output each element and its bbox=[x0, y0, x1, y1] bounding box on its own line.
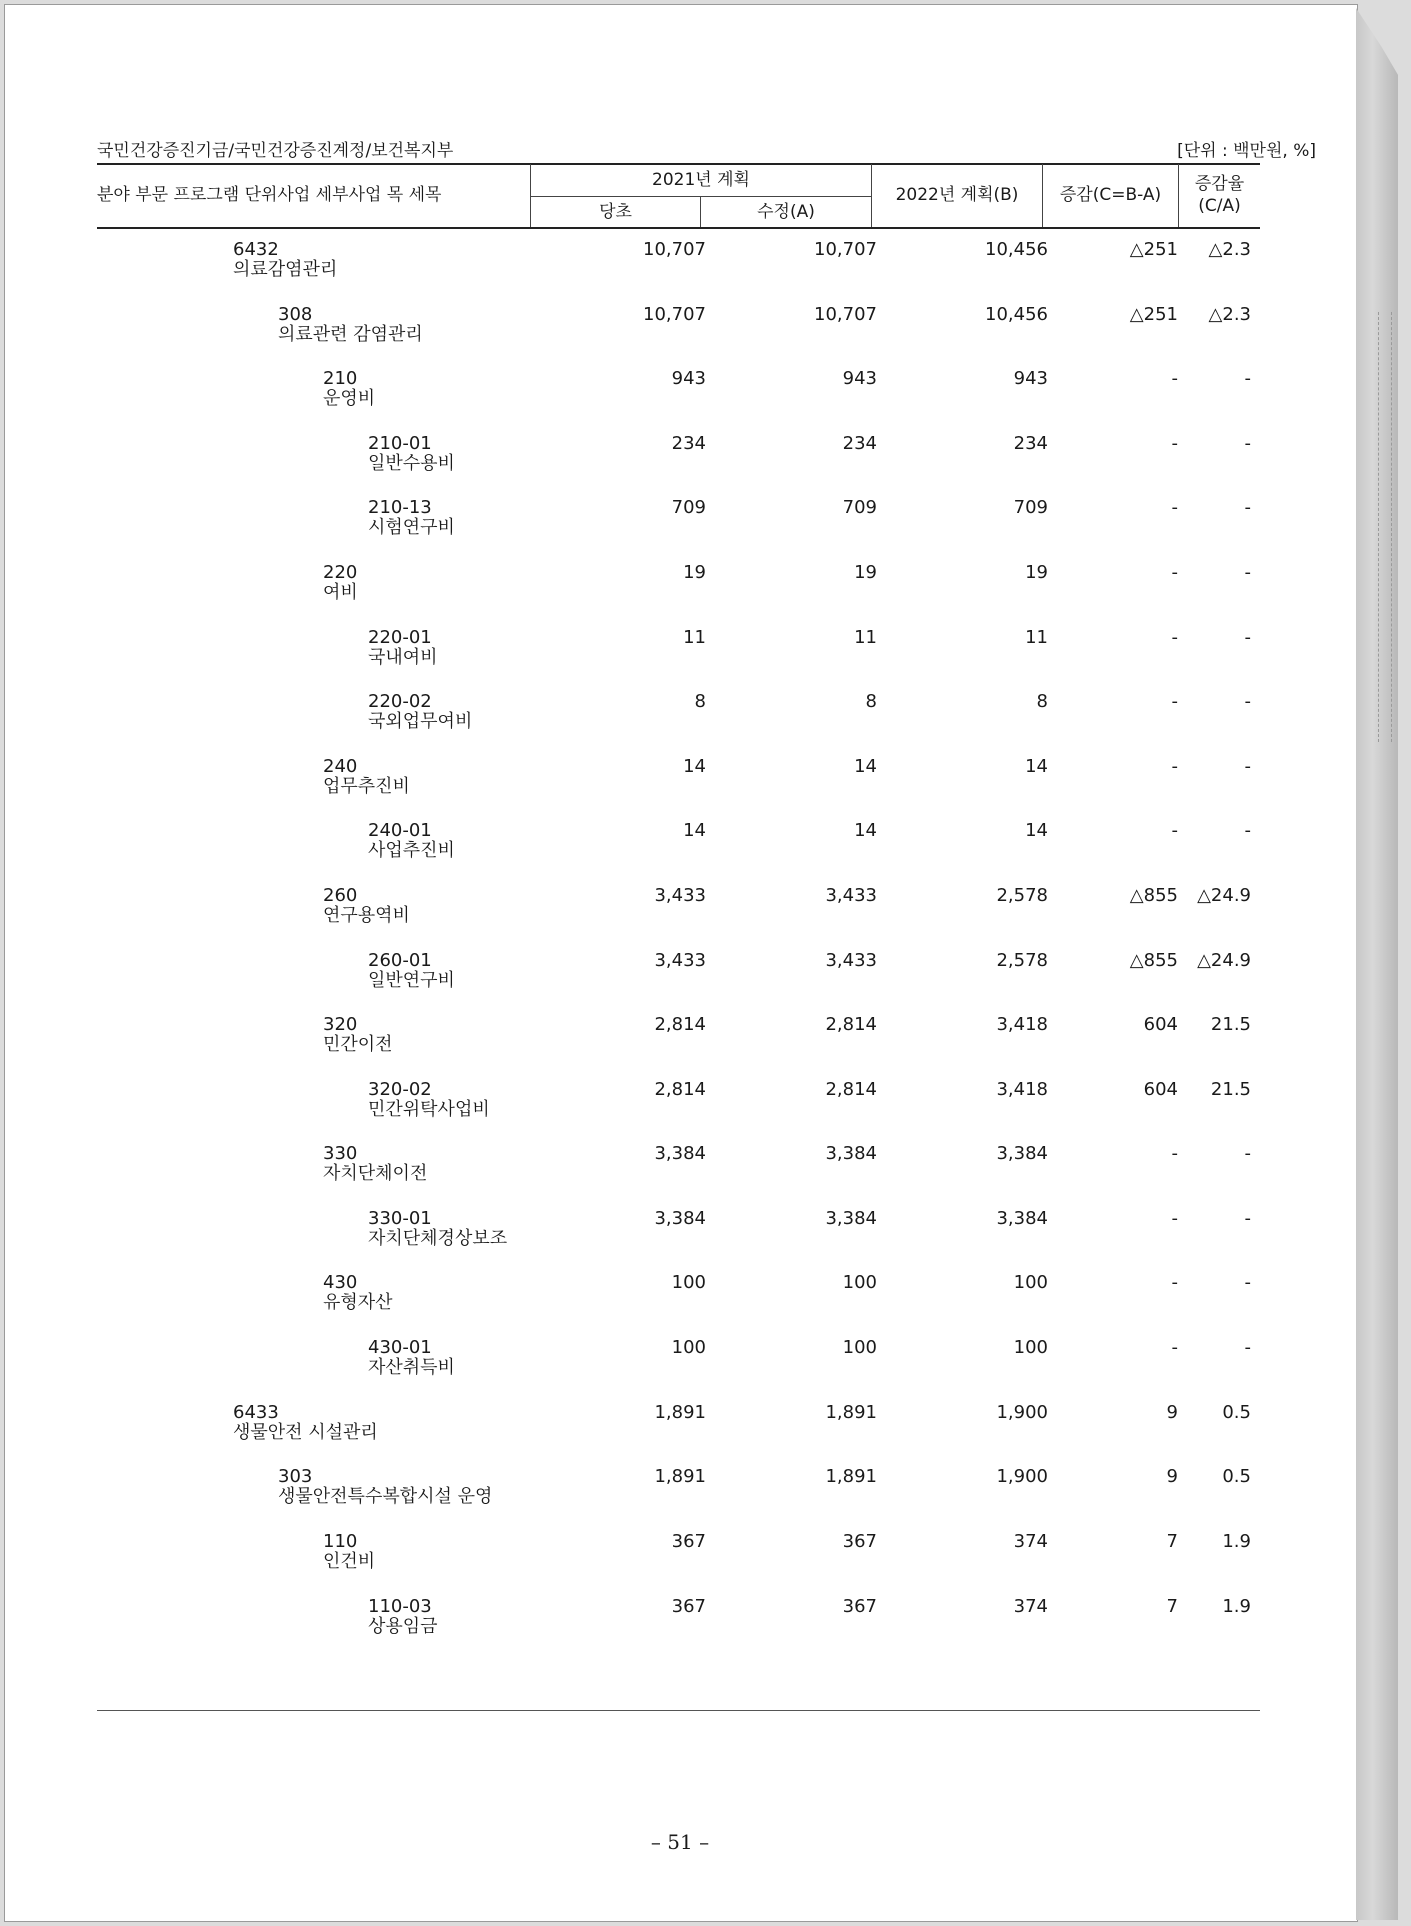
plan2022-value: 3,418 bbox=[996, 1079, 1048, 1100]
plan2022-value: 374 bbox=[1013, 1596, 1048, 1617]
row-name: 사업추진비 bbox=[368, 840, 455, 861]
rate-value: △24.9 bbox=[1197, 885, 1251, 906]
row-code: 220-01 bbox=[368, 627, 432, 648]
table-row bbox=[97, 1015, 1260, 1079]
row-name: 유형자산 bbox=[323, 1292, 393, 1313]
plan2022-value: 2,578 bbox=[996, 950, 1048, 971]
row-code: 308 bbox=[278, 304, 313, 325]
rate-value: - bbox=[1244, 497, 1251, 518]
rate-value: 0.5 bbox=[1222, 1402, 1251, 1423]
change-value: - bbox=[1171, 1337, 1178, 1358]
change-value: △251 bbox=[1129, 239, 1178, 260]
initial-value: 2,814 bbox=[654, 1014, 706, 1035]
initial-header: 당초 bbox=[599, 202, 632, 222]
rate-value: - bbox=[1244, 756, 1251, 777]
rate-value: - bbox=[1244, 691, 1251, 712]
plan2022-header: 2022년 계획(B) bbox=[895, 185, 1019, 205]
row-code: 330 bbox=[323, 1143, 358, 1164]
rate-header-line2: (C/A) bbox=[1198, 196, 1241, 216]
revised-value: 3,433 bbox=[825, 885, 877, 906]
row-name: 생물안전 시설관리 bbox=[233, 1422, 378, 1443]
change-header: 증감(C=B-A) bbox=[1059, 185, 1162, 205]
revised-value: 3,384 bbox=[825, 1143, 877, 1164]
plan2021-header: 2021년 계획 bbox=[652, 170, 750, 190]
row-code: 210-13 bbox=[368, 497, 432, 518]
table-row bbox=[97, 563, 1260, 627]
initial-value: 3,433 bbox=[654, 885, 706, 906]
row-name: 여비 bbox=[323, 582, 358, 603]
revised-value: 234 bbox=[842, 433, 877, 454]
row-name: 자치단체경상보조 bbox=[368, 1228, 508, 1249]
page-number: – 51 – bbox=[650, 1830, 710, 1854]
category-header: 분야 부문 프로그램 단위사업 세부사업 목 세목 bbox=[97, 185, 442, 205]
change-value: - bbox=[1171, 820, 1178, 841]
rate-value: - bbox=[1244, 1272, 1251, 1293]
row-code: 220 bbox=[323, 562, 358, 583]
row-code: 210-01 bbox=[368, 433, 432, 454]
row-code: 240 bbox=[323, 756, 358, 777]
row-name: 국내여비 bbox=[368, 647, 438, 668]
table-row bbox=[97, 240, 1260, 304]
initial-value: 100 bbox=[671, 1272, 706, 1293]
plan2022-value: 11 bbox=[1025, 627, 1048, 648]
revised-value: 14 bbox=[854, 820, 877, 841]
rate-value: 21.5 bbox=[1210, 1079, 1251, 1100]
initial-value: 2,814 bbox=[654, 1079, 706, 1100]
rate-value: 21.5 bbox=[1210, 1014, 1251, 1035]
initial-value: 11 bbox=[683, 627, 706, 648]
table-row bbox=[97, 1338, 1260, 1402]
initial-value: 367 bbox=[671, 1596, 706, 1617]
change-value: 7 bbox=[1166, 1531, 1178, 1552]
rate-value: - bbox=[1244, 1337, 1251, 1358]
revised-value: 14 bbox=[854, 756, 877, 777]
row-code: 220-02 bbox=[368, 691, 432, 712]
table-row bbox=[97, 757, 1260, 821]
plan2022-value: 19 bbox=[1025, 562, 1048, 583]
rate-value: - bbox=[1244, 1208, 1251, 1229]
revised-value: 1,891 bbox=[825, 1402, 877, 1423]
initial-value: 8 bbox=[694, 691, 706, 712]
row-code: 430 bbox=[323, 1272, 358, 1293]
initial-value: 19 bbox=[683, 562, 706, 583]
table-row bbox=[97, 1080, 1260, 1144]
initial-value: 3,384 bbox=[654, 1208, 706, 1229]
table-row bbox=[97, 369, 1260, 433]
row-name: 연구용역비 bbox=[323, 905, 410, 926]
change-value: - bbox=[1171, 497, 1178, 518]
change-value: - bbox=[1171, 691, 1178, 712]
row-name: 일반수용비 bbox=[368, 453, 455, 474]
row-code: 430-01 bbox=[368, 1337, 432, 1358]
row-name: 자치단체이전 bbox=[323, 1163, 428, 1184]
plan2022-value: 14 bbox=[1025, 820, 1048, 841]
table-row bbox=[97, 628, 1260, 692]
page-stack-edge bbox=[1356, 8, 1398, 1920]
initial-value: 709 bbox=[671, 497, 706, 518]
initial-value: 10,707 bbox=[643, 239, 706, 260]
rate-value: △2.3 bbox=[1208, 239, 1251, 260]
change-value: - bbox=[1171, 1272, 1178, 1293]
plan2022-value: 10,456 bbox=[985, 304, 1048, 325]
table-row bbox=[97, 1209, 1260, 1273]
revised-value: 2,814 bbox=[825, 1079, 877, 1100]
initial-value: 1,891 bbox=[654, 1466, 706, 1487]
table-row bbox=[97, 1403, 1260, 1467]
plan2022-value: 10,456 bbox=[985, 239, 1048, 260]
row-name: 의료감염관리 bbox=[233, 259, 338, 280]
revised-value: 367 bbox=[842, 1531, 877, 1552]
row-name: 민간위탁사업비 bbox=[368, 1099, 490, 1120]
row-name: 일반연구비 bbox=[368, 970, 455, 991]
plan2022-value: 100 bbox=[1013, 1272, 1048, 1293]
revised-header: 수정(A) bbox=[757, 202, 815, 222]
initial-value: 3,384 bbox=[654, 1143, 706, 1164]
plan2022-value: 374 bbox=[1013, 1531, 1048, 1552]
change-value: - bbox=[1171, 1143, 1178, 1164]
revised-value: 19 bbox=[854, 562, 877, 583]
revised-value: 10,707 bbox=[814, 304, 877, 325]
initial-value: 1,891 bbox=[654, 1402, 706, 1423]
row-name: 상용임금 bbox=[368, 1616, 438, 1637]
plan2022-value: 3,384 bbox=[996, 1208, 1048, 1229]
plan2022-value: 943 bbox=[1013, 368, 1048, 389]
revised-value: 100 bbox=[842, 1337, 877, 1358]
row-name: 업무추진비 bbox=[323, 776, 410, 797]
change-value: - bbox=[1171, 1208, 1178, 1229]
revised-value: 10,707 bbox=[814, 239, 877, 260]
row-code: 320 bbox=[323, 1014, 358, 1035]
row-name: 민간이전 bbox=[323, 1034, 393, 1055]
change-value: △251 bbox=[1129, 304, 1178, 325]
row-name: 인건비 bbox=[323, 1551, 376, 1572]
rate-value: - bbox=[1244, 562, 1251, 583]
fund-account-title: 국민건강증진기금/국민건강증진계정/보건복지부 bbox=[97, 141, 454, 161]
row-name: 생물안전특수복합시설 운영 bbox=[278, 1486, 493, 1507]
plan2022-value: 3,384 bbox=[996, 1143, 1048, 1164]
revised-value: 709 bbox=[842, 497, 877, 518]
revised-value: 1,891 bbox=[825, 1466, 877, 1487]
table-row bbox=[97, 886, 1260, 950]
table-row bbox=[97, 1597, 1260, 1661]
table-top-rule bbox=[97, 163, 1260, 165]
unit-label: [단위 : 백만원, %] bbox=[1177, 141, 1316, 161]
change-value: 604 bbox=[1143, 1014, 1178, 1035]
change-value: - bbox=[1171, 756, 1178, 777]
table-row bbox=[97, 305, 1260, 369]
row-code: 260-01 bbox=[368, 950, 432, 971]
rate-value: 0.5 bbox=[1222, 1466, 1251, 1487]
rate-value: 1.9 bbox=[1222, 1596, 1251, 1617]
plan2022-value: 14 bbox=[1025, 756, 1048, 777]
plan2022-value: 709 bbox=[1013, 497, 1048, 518]
row-code: 260 bbox=[323, 885, 358, 906]
rate-value: - bbox=[1244, 368, 1251, 389]
rate-value: △2.3 bbox=[1208, 304, 1251, 325]
row-code: 240-01 bbox=[368, 820, 432, 841]
plan2022-value: 234 bbox=[1013, 433, 1048, 454]
row-name: 자산취득비 bbox=[368, 1357, 455, 1378]
row-code: 110 bbox=[323, 1531, 358, 1552]
change-value: 604 bbox=[1143, 1079, 1178, 1100]
table-row bbox=[97, 1144, 1260, 1208]
table-bottom-rule bbox=[97, 1710, 1260, 1711]
change-value: - bbox=[1171, 627, 1178, 648]
revised-value: 3,384 bbox=[825, 1208, 877, 1229]
row-code: 320-02 bbox=[368, 1079, 432, 1100]
plan2022-value: 8 bbox=[1036, 691, 1048, 712]
rate-value: - bbox=[1244, 627, 1251, 648]
row-name: 시험연구비 bbox=[368, 517, 455, 538]
table-row bbox=[97, 498, 1260, 562]
plan2022-value: 100 bbox=[1013, 1337, 1048, 1358]
revised-value: 8 bbox=[865, 691, 877, 712]
rate-value: 1.9 bbox=[1222, 1531, 1251, 1552]
change-value: 7 bbox=[1166, 1596, 1178, 1617]
revised-value: 943 bbox=[842, 368, 877, 389]
change-value: - bbox=[1171, 433, 1178, 454]
table-header-bottom-rule bbox=[97, 227, 1260, 229]
plan2022-value: 3,418 bbox=[996, 1014, 1048, 1035]
table-row bbox=[97, 951, 1260, 1015]
change-value: △855 bbox=[1129, 950, 1178, 971]
row-name: 국외업무여비 bbox=[368, 711, 473, 732]
rate-value: △24.9 bbox=[1197, 950, 1251, 971]
initial-value: 14 bbox=[683, 756, 706, 777]
plan2022-value: 2,578 bbox=[996, 885, 1048, 906]
change-value: △855 bbox=[1129, 885, 1178, 906]
rate-value: - bbox=[1244, 433, 1251, 454]
revised-value: 3,433 bbox=[825, 950, 877, 971]
row-code: 6433 bbox=[233, 1402, 279, 1423]
revised-value: 100 bbox=[842, 1272, 877, 1293]
table-row bbox=[97, 692, 1260, 756]
table-row bbox=[97, 1532, 1260, 1596]
table-row bbox=[97, 434, 1260, 498]
change-value: 9 bbox=[1166, 1402, 1178, 1423]
row-code: 330-01 bbox=[368, 1208, 432, 1229]
binding-marks bbox=[1378, 312, 1392, 742]
change-value: - bbox=[1171, 562, 1178, 583]
revised-value: 367 bbox=[842, 1596, 877, 1617]
row-code: 6432 bbox=[233, 239, 279, 260]
change-value: 9 bbox=[1166, 1466, 1178, 1487]
plan2022-value: 1,900 bbox=[996, 1402, 1048, 1423]
rate-value: - bbox=[1244, 1143, 1251, 1164]
table-row bbox=[97, 1467, 1260, 1531]
initial-value: 943 bbox=[671, 368, 706, 389]
row-name: 의료관련 감염관리 bbox=[278, 324, 423, 345]
table-row bbox=[97, 821, 1260, 885]
initial-value: 10,707 bbox=[643, 304, 706, 325]
revised-value: 11 bbox=[854, 627, 877, 648]
rate-value: - bbox=[1244, 820, 1251, 841]
row-name: 운영비 bbox=[323, 388, 376, 409]
initial-value: 234 bbox=[671, 433, 706, 454]
initial-value: 367 bbox=[671, 1531, 706, 1552]
change-value: - bbox=[1171, 368, 1178, 389]
rate-header-line1: 증감율 bbox=[1194, 174, 1245, 194]
row-code: 210 bbox=[323, 368, 358, 389]
row-code: 303 bbox=[278, 1466, 313, 1487]
plan2022-value: 1,900 bbox=[996, 1466, 1048, 1487]
table-row bbox=[97, 1273, 1260, 1337]
row-code: 110-03 bbox=[368, 1596, 432, 1617]
initial-value: 3,433 bbox=[654, 950, 706, 971]
initial-value: 100 bbox=[671, 1337, 706, 1358]
initial-value: 14 bbox=[683, 820, 706, 841]
revised-value: 2,814 bbox=[825, 1014, 877, 1035]
